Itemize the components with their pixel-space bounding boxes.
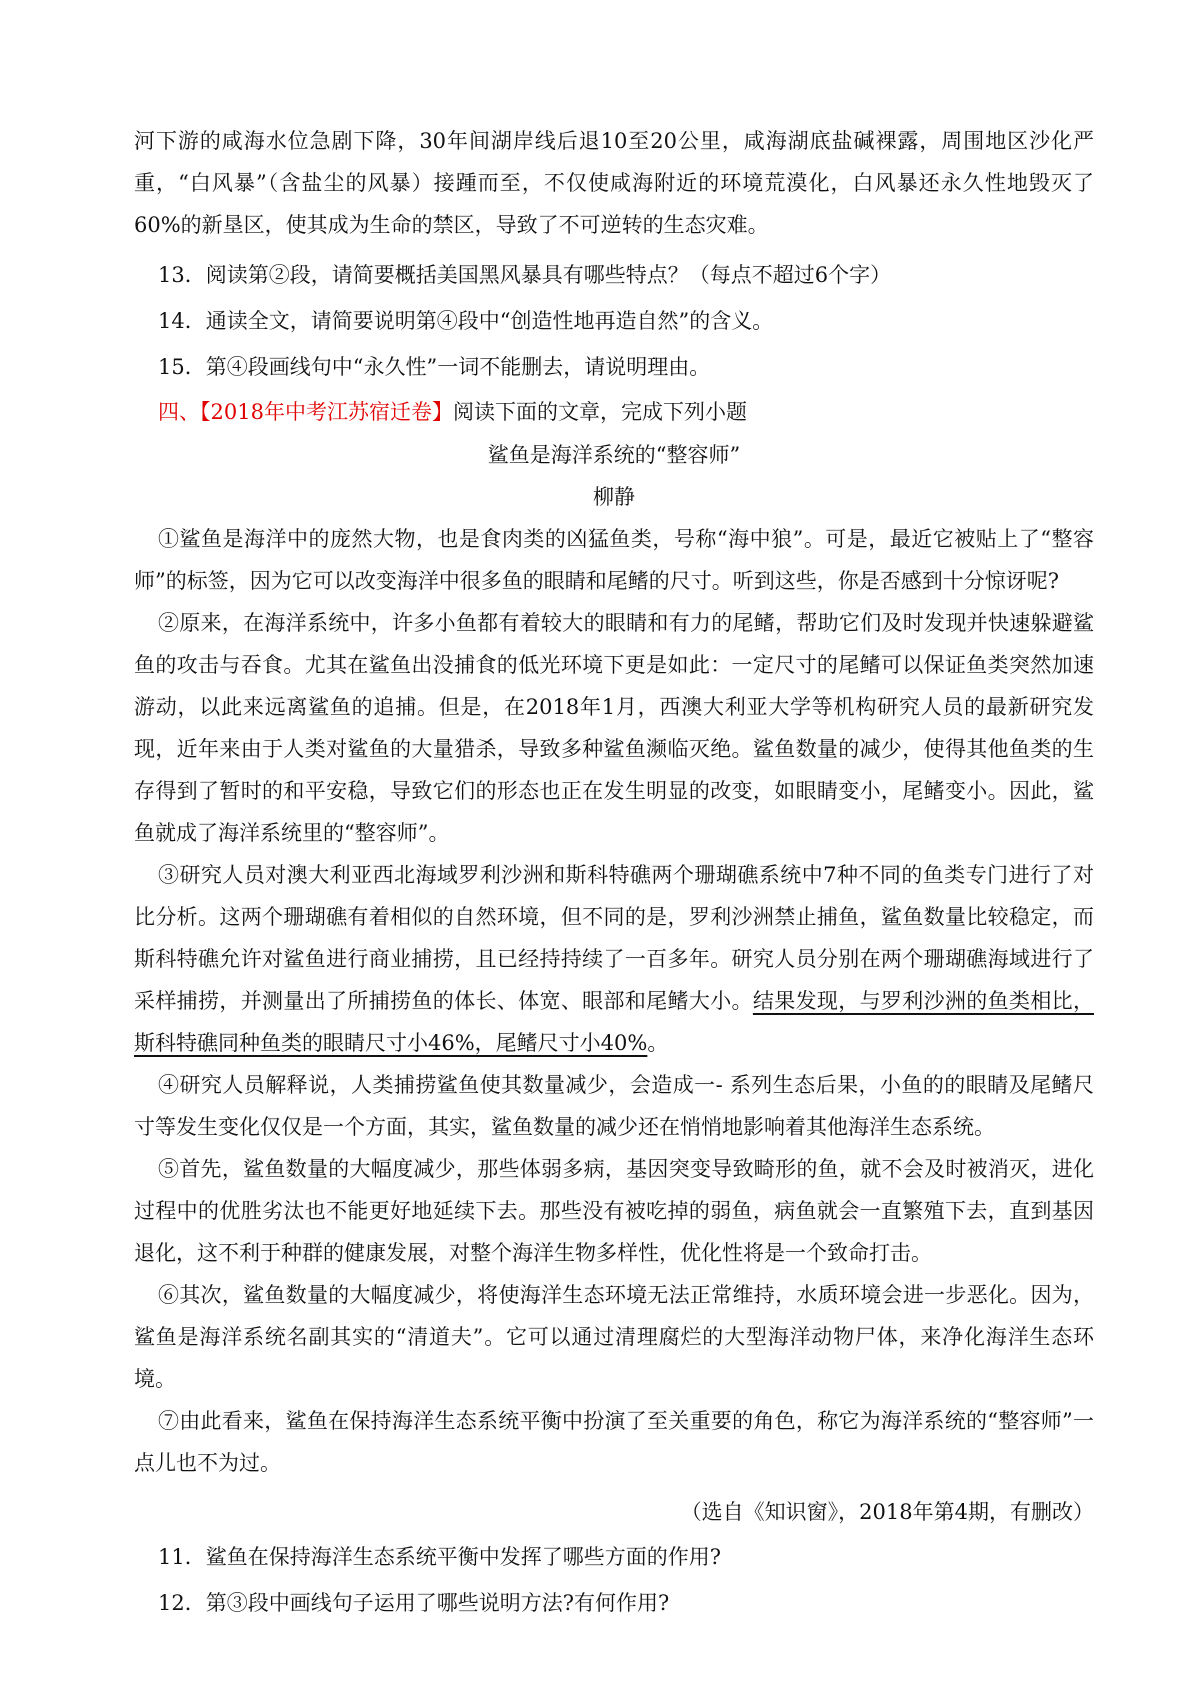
article-paragraph-5: ⑤首先，鲨鱼数量的大幅度减少，那些体弱多病，基因突变导致畸形的鱼，就不会及时被消灭，进化过程中的优胜劣汰也不能更好地延续下去。那些没有被吃掉的弱鱼，病鱼就会一直繁殖下去，直到基因退化，这不利于种群的健康发展，对整个海洋生物多样性，优化性将是一个致命打击。 (134, 1157, 1094, 1265)
paragraph-3-end: 。 (647, 1031, 669, 1055)
article-paragraph-1: ①鲨鱼是海洋中的庞然大物，也是食肉类的凶猛鱼类，号称“海中狼”。可是，最近它被贴上了“整容师”的标签，因为它可以改变海洋中很多鱼的眼睛和尾鳍的尺寸。听到这些，你是否感到十分惊讶呢? (134, 527, 1094, 593)
question-13: 13．阅读第②段，请简要概括美国黑风暴具有哪些特点？（每点不超过6个字） (158, 263, 892, 287)
question-14: 14．通读全文，请简要说明第④段中“创造性地再造自然”的含义。 (158, 309, 774, 333)
article-paragraph-6: ⑥其次，鲨鱼数量的大幅度减少，将使海洋生态环境无法正常维持，水质环境会进一步恶化。因为，鲨鱼是海洋系统名副其实的“清道夫”。它可以通过清理腐烂的大型海洋动物尸体，来净化海洋生态环境。 (134, 1283, 1094, 1391)
document-page (134, 120, 1094, 1626)
question-12: 12．第③段中画线句子运用了哪些说明方法?有何作用? (158, 1591, 670, 1615)
underlined-sentence: 结果发现，与罗利沙洲的鱼类相比，斯科特礁同种鱼类的眼睛尺寸小46%，尾鳍尺寸小40% (134, 989, 1095, 1055)
question-11: 11．鲨鱼在保持海洋生态系统平衡中发挥了哪些方面的作用? (158, 1545, 721, 1569)
questions-part1 (134, 252, 1094, 390)
article-title: 鲨鱼是海洋系统的“整容师” (487, 443, 741, 467)
article-paragraph-3 (134, 854, 1094, 1064)
section-heading (134, 390, 1094, 434)
question-15: 15．第④段画线句中“永久性”一词不能删去，请说明理由。 (158, 355, 711, 379)
source-note: （选自《知识窗》，2018年第4期，有删改） (680, 1500, 1094, 1524)
questions-part2 (134, 1534, 1094, 1626)
section-prefix: 四、 (158, 400, 200, 424)
paragraph-3-text: ③研究人员对澳大利亚西北海域罗利沙洲和斯科特礁两个珊瑚礁系统中7种不同的鱼类专门进行了对比分析。这两个珊瑚礁有着相似的自然环境，但不同的是，罗利沙洲禁止捕鱼，鲨鱼数量比较稳定，而斯科特礁允许对鲨鱼进行商业捕捞，且已经持持续了一百多年。研究人员分别在两个珊瑚礁海域进行了采样捕捞，并测量出了所捕捞鱼的体长、体宽、眼部和尾鳍大小。 (134, 863, 1094, 1013)
article-author: 柳静 (593, 485, 635, 509)
section-instruction: 阅读下面的文章，完成下列小题 (452, 400, 747, 424)
article-paragraph-7: ⑦由此看来，鲨鱼在保持海洋生态系统平衡中扮演了至关重要的角色，称它为海洋系统的“整容师”一点儿也不为过。 (134, 1409, 1094, 1475)
article-paragraph-4: ④研究人员解释说，人类捕捞鲨鱼使其数量减少，会造成一- 系列生态后果，小鱼的的眼睛及尾鳍尺寸等发生变化仅仅是一个方面，其实，鲨鱼数量的减少还在悄悄地影响着其他海洋生态系统。 (134, 1073, 1094, 1139)
section-source: 【2018年中考江苏宿迁卷】 (200, 400, 453, 424)
intro-paragraph: 河下游的咸海水位急剧下降，30年间湖岸线后退10至20公里，咸海湖底盐碱裸露，周围地区沙化严重，“白风暴”（含盐尘的风暴）接踵而至，不仅使咸海附近的环境荒漠化，白风暴还永久性地毁灭了60%的新垦区，使其成为生命的禁区，导致了不可逆转的生态灾难。 (134, 129, 1094, 237)
article-paragraph-2: ②原来，在海洋系统中，许多小鱼都有着较大的眼睛和有力的尾鳍，帮助它们及时发现并快速躲避鲨鱼的攻击与吞食。尤其在鲨鱼出没捕食的低光环境下更是如此：一定尺寸的尾鳍可以保证鱼类突然加速游动，以此来远离鲨鱼的追捕。但是，在2018年1月，西澳大利亚大学等机构研究人员的最新研究发现，近年来由于人类对鲨鱼的大量猎杀，导致多种鲨鱼濒临灭绝。鲨鱼数量的减少，使得其他鱼类的生存得到了暂时的和平安稳，导致它们的形态也正在发生明显的改变，如眼睛变小，尾鳍变小。因此，鲨鱼就成了海洋系统里的“整容师”。 (134, 611, 1094, 845)
